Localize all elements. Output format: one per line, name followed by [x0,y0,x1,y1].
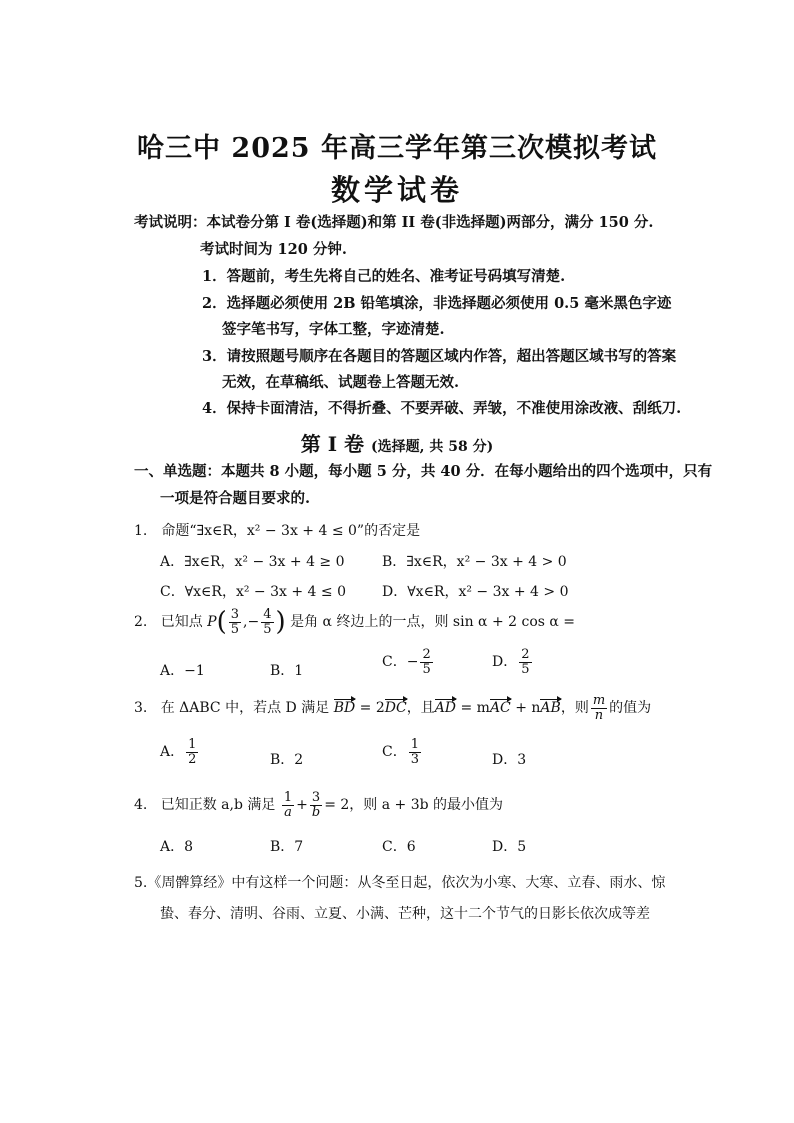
question-2-option-b: B．1 [270,663,304,679]
option-c-fraction: $\frac{1}{3}$ [410,737,419,767]
instructions-item-1: 1．答题前，考生先将自己的姓名、准考证号码填写清楚. [202,268,566,285]
question-1-option-d: D．∀x∈R，x² − 3x + 4 > 0 [382,584,569,600]
question-1-option-b: B．∃x∈R，x² − 3x + 4 > 0 [382,554,567,570]
question-1-stem: 1. 命题“∃x∈R，x² − 3x + 4 ≤ 0”的否定是 [134,523,421,539]
question-2-option-d: D． $\frac{2}{5}$ [492,647,530,677]
question-4-option-d: D．5 [492,839,527,855]
option-c-fraction: $\frac{2}{5}$ [422,647,431,677]
question-2-post: 是角 α 终边上的一点，则 sin α + 2 cos α = [290,614,576,630]
vector-bd: BD [333,700,356,717]
instructions-line-2: 考试时间为 120 分钟. [200,241,347,258]
question-4-pre: 已知正数 a,b 满足 [160,797,276,814]
question-4-option-a: A．8 [160,839,194,855]
vector-ac: AC [489,700,511,717]
minus-sign: − [247,614,260,630]
question-4-number: 4. [134,797,148,814]
option-d-fraction: $\frac{2}{5}$ [521,647,530,677]
question-2-number: 2. [134,614,148,630]
exam-title: 哈三中 2025 年高三学年第三次模拟考试 [137,133,657,164]
question-4-option-c: C．6 [382,839,416,855]
question-2-option-a: A．−1 [160,663,205,679]
one-over-a-fraction: $\frac{1}{a}$ [283,790,293,820]
right-paren: ) [275,607,286,637]
question-3-option-a: A． $\frac{1}{2}$ [160,737,197,767]
option-a-fraction: $\frac{1}{2}$ [188,737,197,767]
vector-ad: AD [434,700,457,717]
question-3-stem: 3. 在 ΔABC 中，若点 D 满足 BD = 2DC，且AD = mAC + nAB，则 $\frac{m}{n}$ 的值为 [134,693,652,723]
point-x-fraction: $\frac{3}{5}$ [230,606,240,637]
instructions-line-1: 考试说明：本试卷分第 I 卷(选择题)和第 II 卷(非选择题)两部分，满分 150 分. [134,214,654,231]
instructions-item-2b: 签字笔书写，字体工整，字迹清楚. [222,321,445,338]
left-paren: ( [216,607,227,637]
question-2-option-c: C．− $\frac{2}{5}$ [382,647,431,677]
point-y-fraction: $\frac{4}{5}$ [263,606,272,637]
question-4-option-b: B．7 [270,839,304,855]
m-over-n-fraction: $\frac{m}{n}$ [592,693,606,723]
question-2-pre: 已知点 [160,614,203,630]
vector-dc: DC [384,700,407,717]
instructions-item-4: 4．保持卡面清洁，不得折叠、不要弄破、弄皱，不准使用涂改液、刮纸刀. [202,400,682,417]
question-5-line-1: 5.《周髀算经》中有这样一个问题：从冬至日起，依次为小寒、大寒、立春、雨水、惊 [134,875,666,891]
vector-ab: AB [540,700,561,717]
question-3-option-b: B．2 [270,752,304,768]
instructions-item-2a: 2．选择题必须使用 2B 铅笔填涂，非选择题必须使用 0.5 毫米黑色字迹 [202,295,672,312]
instructions-item-3b: 无效，在草稿纸、试题卷上答题无效. [222,374,460,391]
question-5-line-2: 蛰、春分、清明、谷雨、立夏、小满、芒种，这十二个节气的日影长依次成等差 [160,906,650,922]
question-4-stem: 4. 已知正数 a,b 满足 $\frac{1}{a}$ + $\frac{3}{b}$ = 2，则 a + 3b 的最小值为 [134,790,504,820]
question-3-pre: 在 ΔABC 中，若点 D 满足 [160,700,330,717]
question-3-number: 3. [134,700,148,717]
section-heading [0,428,794,457]
section-title: 第 I 卷 [300,432,365,456]
question-1-option-a: A．∃x∈R，x² − 3x + 4 ≥ 0 [160,554,345,570]
section-note: (选择题, 共 58 分) [371,439,494,455]
instructions-item-3a: 3．请按照题号顺序在各题目的答题区域内作答，超出答题区域书写的答案 [202,348,677,365]
question-2-stem: 2. 已知点 P( $\frac{3}{5}$ ,− $\frac{4}{5}$ ) 是角 α 终边上的一点，则 sin α + 2 cos α = [134,606,576,637]
three-over-b-fraction: $\frac{3}{b}$ [311,790,321,820]
question-3-option-c: C． $\frac{1}{3}$ [382,737,419,767]
part-1-heading-a: 一、单选题：本题共 8 小题，每小题 5 分，共 40 分．在每小题给出的四个选项中，只有 [134,463,713,480]
question-2-point-label: P [207,614,217,630]
part-1-heading-b: 一项是符合题目要求的. [160,490,311,507]
question-1-option-c: C．∀x∈R，x² − 3x + 4 ≤ 0 [160,584,346,600]
question-3-option-d: D．3 [492,752,527,768]
exam-subtitle: 数学试卷 [330,173,463,207]
